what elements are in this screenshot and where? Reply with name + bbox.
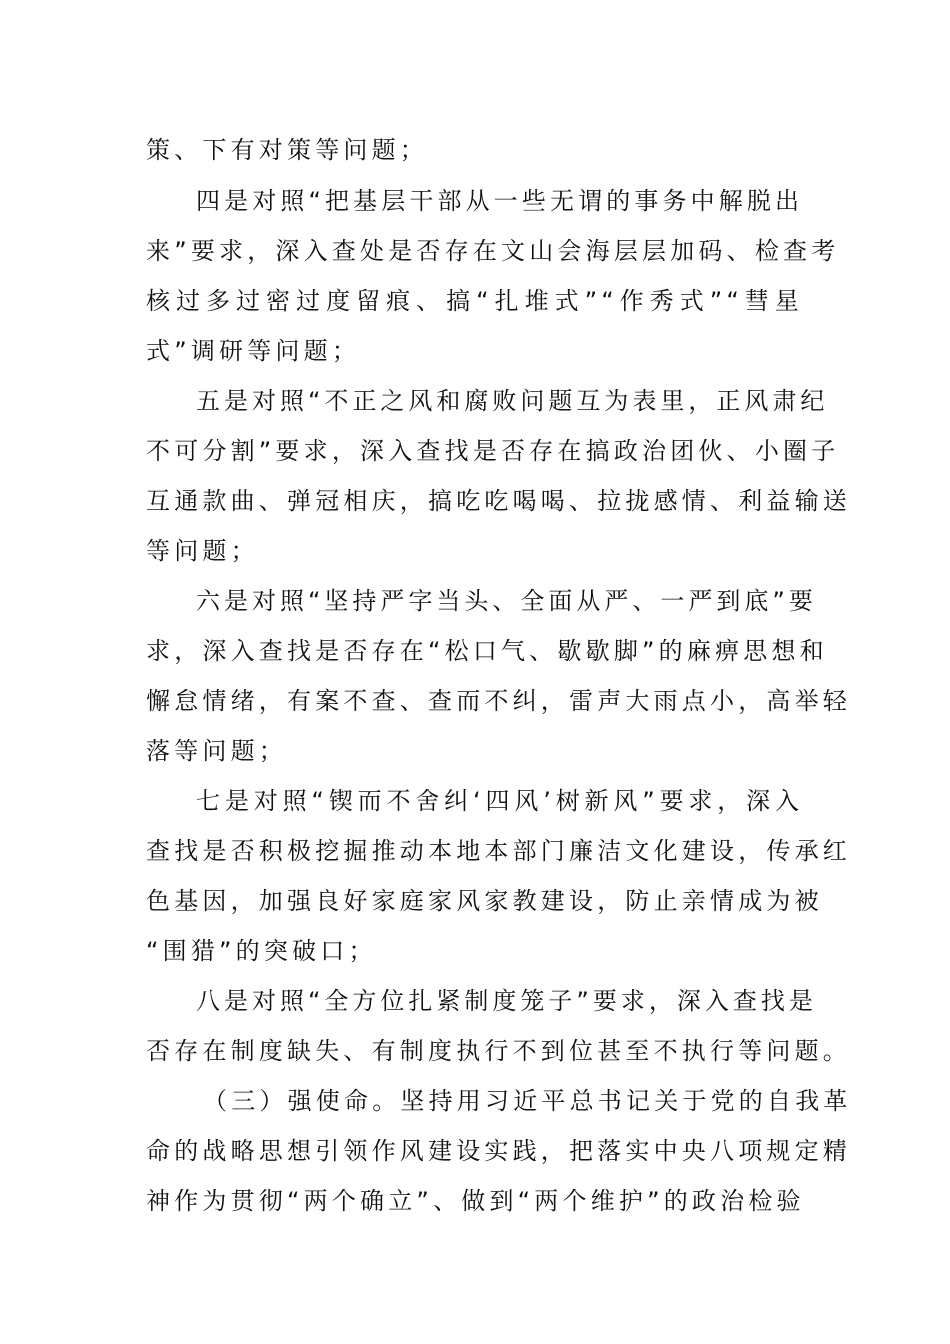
text-line: 来”要求，深入查处是否存在文山会海层层加码、检查考	[146, 237, 840, 265]
text-line: 策、下有对策等问题；	[146, 136, 428, 164]
text-line: 互通款曲、弹冠相庆，搞吃吃喝喝、拉拢感情、利益输送	[146, 487, 851, 515]
section-heading-line: （三）强使命。坚持用习近平总书记关于党的自我革	[203, 1087, 852, 1115]
text-line: 落等问题；	[146, 737, 287, 765]
text-line: 等问题；	[146, 537, 259, 565]
text-line: 不可分割”要求，深入查找是否存在搞政治团伙、小圈子	[146, 437, 840, 465]
text-line: 命的战略思想引领作风建设实践，把落实中央八项规定精	[146, 1137, 851, 1165]
text-line: 七是对照“锲而不舍纠‘四风’树新风”要求，深入	[196, 787, 803, 815]
text-line: 神作为贯彻“两个确立”、做到“两个维护”的政治检验	[146, 1187, 805, 1215]
text-line: 六是对照“坚持严字当头、全面从严、一严到底”要	[196, 587, 817, 615]
text-line: 式”调研等问题；	[146, 337, 361, 365]
text-line: 核过多过密过度留痕、搞“扎堆式”“作秀式”“彗星	[146, 287, 803, 315]
text-line: 求，深入查找是否存在“松口气、歇歇脚”的麻痹思想和	[146, 637, 828, 665]
text-line: 四是对照“把基层干部从一些无谓的事务中解脱出	[196, 187, 803, 215]
text-line: 色基因，加强良好家庭家风家教建设，防止亲情成为被	[146, 887, 823, 915]
text-line: 五是对照“不正之风和腐败问题互为表里，正风肃纪	[196, 387, 829, 415]
text-line: 八是对照“全方位扎紧制度笼子”要求，深入查找是	[196, 987, 817, 1015]
text-line: “围猎”的突破口；	[146, 937, 377, 965]
text-line: 查找是否积极挖掘推动本地本部门廉洁文化建设，传承红	[146, 837, 851, 865]
text-line: 否存在制度缺失、有制度执行不到位甚至不执行等问题。	[146, 1037, 851, 1065]
text-line: 懈怠情绪，有案不查、查而不纠，雷声大雨点小，高举轻	[146, 687, 851, 715]
